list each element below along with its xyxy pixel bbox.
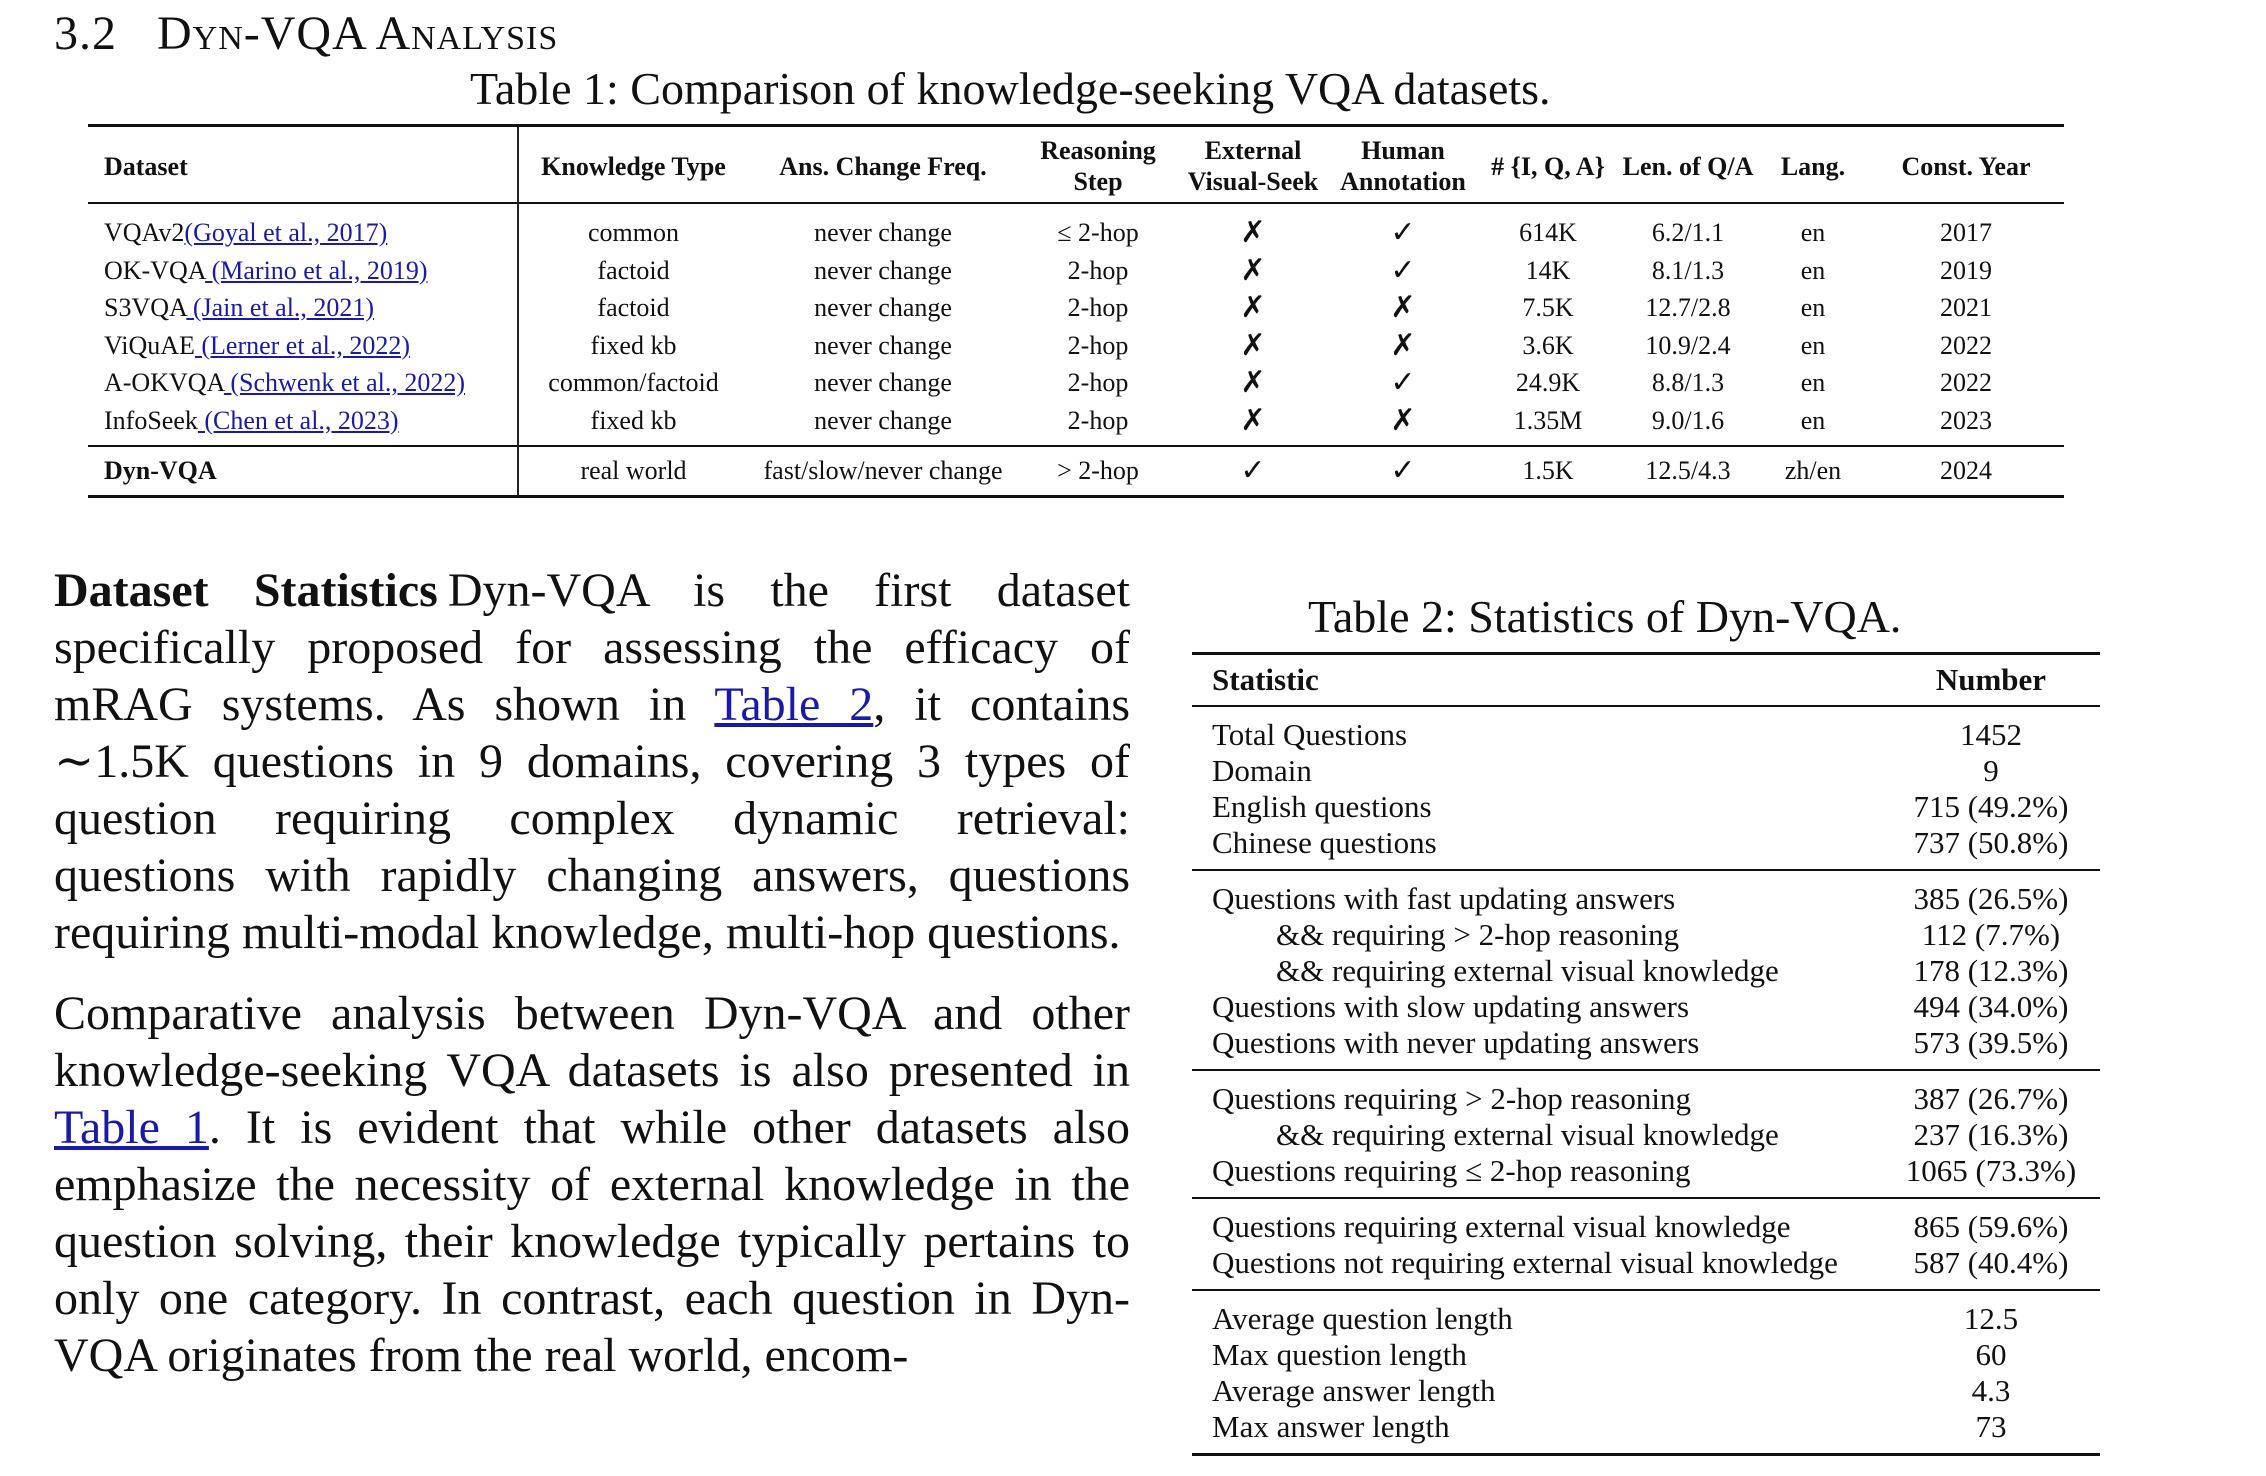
t1-cell-visual: ✗ xyxy=(1240,290,1266,325)
table2-group xyxy=(1192,1070,2100,1198)
t1-cell-visual: ✓ xyxy=(1240,453,1266,488)
t1-cell-human: ✗ xyxy=(1390,402,1416,438)
table1-row xyxy=(88,252,2064,290)
t1-cell-visual: ✗ xyxy=(1240,365,1266,400)
t2-cell-number: 494 (34.0%) xyxy=(1913,989,2069,1024)
t2-cell-statistic: Average answer length xyxy=(1212,1373,1496,1408)
t2-cell-statistic: Questions with never updating answers xyxy=(1212,1025,1700,1060)
t1-cell-len: 8.8/1.3 xyxy=(1651,368,1725,397)
t1-cell-dataset xyxy=(88,402,518,447)
table2-group xyxy=(1192,870,2100,1070)
t1-cell-knowledge: real world xyxy=(580,456,687,485)
t1-cell-lang: en xyxy=(1800,293,1826,322)
table2-row xyxy=(1192,1245,2100,1290)
t2-cell-statistic: Chinese questions xyxy=(1212,825,1437,860)
paragraph-text: Comparative analysis between Dyn-VQA and other knowledge-seeking VQA datasets is also presented in xyxy=(54,987,1130,1097)
t2-cell-number: 1452 xyxy=(1959,717,2022,752)
table2-row xyxy=(1192,825,2100,870)
table2-group xyxy=(1192,1290,2100,1455)
t1-cell-lang: en xyxy=(1800,368,1826,397)
t2-cell-number: 4.3 xyxy=(1971,1373,2011,1408)
table2-row xyxy=(1192,753,2100,789)
t1-cell-freq: fast/slow/never change xyxy=(763,456,1003,485)
body-text xyxy=(54,562,1130,1384)
dataset-name: InfoSeek xyxy=(104,405,198,435)
t1-cell-human: ✗ xyxy=(1390,290,1416,325)
t1-cell-freq: never change xyxy=(814,330,952,360)
table2 xyxy=(1192,652,2100,1456)
t2-cell-statistic: Questions requiring > 2-hop reasoning xyxy=(1212,1081,1691,1116)
t2-cell-statistic: English questions xyxy=(1212,789,1432,824)
t1-col-len: Len. of Q/A xyxy=(1622,151,1754,181)
t1-cell-knowledge: fixed kb xyxy=(590,330,677,360)
t1-cell-len: 9.0/1.6 xyxy=(1651,405,1725,435)
t1-cell-count: 3.6K xyxy=(1522,330,1574,360)
t2-cell-number: 387 (26.7%) xyxy=(1913,1081,2069,1116)
t1-cell-len: 12.5/4.3 xyxy=(1645,456,1731,485)
t1-col-freq: Ans. Change Freq. xyxy=(779,151,987,181)
table2-header-row xyxy=(1192,654,2100,707)
t1-cell-dataset xyxy=(88,252,518,290)
table1-row xyxy=(88,364,2064,402)
table2-row xyxy=(1192,1409,2100,1455)
t1-cell-year: 2021 xyxy=(1940,293,1992,322)
t2-cell-number: 237 (16.3%) xyxy=(1913,1117,2069,1152)
dataset-name: VQAv2 xyxy=(104,218,185,247)
t1-cell-human: ✗ xyxy=(1390,327,1416,363)
t1-cell-freq: never change xyxy=(814,293,952,322)
t2-cell-statistic: && requiring external visual knowledge xyxy=(1276,953,1779,988)
paragraph-dataset-statistics xyxy=(54,562,1130,961)
t2-cell-number: 587 (40.4%) xyxy=(1913,1245,2069,1280)
t2-cell-number: 178 (12.3%) xyxy=(1913,953,2069,988)
table2-row xyxy=(1192,1337,2100,1373)
t1-col-lang: Lang. xyxy=(1780,151,1846,181)
t2-cell-statistic: Questions requiring external visual knowledge xyxy=(1212,1209,1791,1244)
t2-cell-number: 865 (59.6%) xyxy=(1913,1209,2069,1244)
table2-row xyxy=(1192,1025,2100,1070)
t1-cell-steps: ≤ 2-hop xyxy=(1057,218,1139,247)
table1-header-row xyxy=(88,126,2064,204)
t2-cell-number: 715 (49.2%) xyxy=(1913,789,2069,824)
table1 xyxy=(88,124,2064,498)
table1-row xyxy=(88,289,2064,327)
citation-link[interactable]: (Jain et al., 2021) xyxy=(186,293,375,322)
t1-cell-len: 8.1/1.3 xyxy=(1651,255,1725,285)
t1-cell-freq: never change xyxy=(814,405,952,435)
table2-row xyxy=(1192,1198,2100,1245)
t1-cell-year: 2019 xyxy=(1940,255,1992,285)
dataset-name: A-OKVQA xyxy=(104,368,224,397)
t1-cell-year: 2023 xyxy=(1940,405,1992,435)
t1-cell-freq: never change xyxy=(814,368,952,397)
table2-row xyxy=(1192,1153,2100,1198)
citation-link[interactable]: (Lerner et al., 2022) xyxy=(194,330,410,360)
paragraph-text: Dyn-VQA is the first dataset specifically proposed for assessing the efficacy of mRAG systems. As shown in xyxy=(54,564,1131,731)
t2-cell-statistic: Max question length xyxy=(1212,1337,1467,1372)
t1-cell-freq: never change xyxy=(814,255,952,285)
t1-cell-len: 10.9/2.4 xyxy=(1645,330,1731,360)
section-title: Dyn-VQA Analysis xyxy=(157,7,559,60)
t1-cell-lang: en xyxy=(1800,255,1826,285)
table2-row xyxy=(1192,917,2100,953)
t1-cell-steps: > 2-hop xyxy=(1057,456,1139,485)
t1-col-steps: Reasoning Step xyxy=(1040,136,1156,196)
t1-cell-human: ✓ xyxy=(1390,215,1416,250)
citation-link[interactable]: (Marino et al., 2019) xyxy=(205,255,428,285)
t1-col-visual: External Visual-Seek xyxy=(1187,136,1319,196)
t1-cell-visual: ✗ xyxy=(1240,252,1266,288)
table2-row xyxy=(1192,1117,2100,1153)
t2-cell-number: 12.5 xyxy=(1963,1301,2019,1336)
t1-cell-count: 614K xyxy=(1519,218,1577,247)
paragraph-text: , it contains ∼1.5K questions in 9 domains, covering 3 types of question requiring complex dynamic retrieval: questions with rapidly changing answers, questions requiring multi-modal knowledge, multi-hop questions. xyxy=(54,678,1131,959)
table2-row xyxy=(1192,870,2100,917)
table1-link[interactable]: Table 1 xyxy=(54,1101,209,1154)
t2-cell-statistic: Questions with fast updating answers xyxy=(1212,881,1676,916)
t1-cell-visual: ✗ xyxy=(1240,327,1266,363)
t1-cell-lang: en xyxy=(1800,405,1826,435)
t2-cell-number: 73 xyxy=(1975,1409,2007,1444)
t2-cell-number: 60 xyxy=(1975,1337,2007,1372)
t1-col-count: # {I, Q, A} xyxy=(1491,151,1605,181)
t1-cell-dataset xyxy=(88,327,518,365)
t2-cell-statistic: Domain xyxy=(1212,753,1312,788)
t2-col-statistic: Statistic xyxy=(1212,662,1319,697)
t1-cell-lang: zh/en xyxy=(1784,456,1842,485)
t1-cell-knowledge: common xyxy=(588,218,679,247)
dataset-name: ViQuAE xyxy=(104,330,195,360)
t1-cell-count: 14K xyxy=(1525,255,1571,285)
t2-cell-statistic: Questions not requiring external visual knowledge xyxy=(1212,1245,1838,1280)
t1-cell-year: 2024 xyxy=(1940,456,1992,485)
citation-link[interactable]: (Schwenk et al., 2022) xyxy=(223,368,466,397)
citation-link[interactable]: (Chen et al., 2023) xyxy=(197,405,399,435)
t1-cell-len: 6.2/1.1 xyxy=(1651,218,1725,247)
t1-cell-human: ✓ xyxy=(1390,365,1416,400)
t1-cell-knowledge: fixed kb xyxy=(590,405,677,435)
t1-cell-year: 2022 xyxy=(1940,330,1992,360)
t1-cell-steps: 2-hop xyxy=(1067,255,1129,285)
paragraph-lead: Dataset Statistics xyxy=(54,564,438,617)
t1-cell-count: 1.35M xyxy=(1513,405,1583,435)
t1-cell-human: ✓ xyxy=(1390,252,1416,288)
t2-cell-number: 385 (26.5%) xyxy=(1913,881,2069,916)
t2-col-number: Number xyxy=(1935,662,2047,697)
table1-row xyxy=(88,327,2064,365)
t2-cell-number: 9 xyxy=(1983,753,1999,788)
t2-cell-number: 1065 (73.3%) xyxy=(1905,1153,2077,1188)
t1-cell-count: 1.5K xyxy=(1522,456,1574,485)
t1-cell-dataset xyxy=(88,203,518,252)
t2-cell-number: 737 (50.8%) xyxy=(1913,825,2069,860)
table2-row xyxy=(1192,953,2100,989)
table2-link[interactable]: Table 2 xyxy=(714,678,874,731)
t2-cell-statistic: Questions requiring ≤ 2-hop reasoning xyxy=(1212,1153,1691,1188)
dataset-name: OK-VQA xyxy=(104,255,206,285)
t2-cell-statistic: && requiring > 2-hop reasoning xyxy=(1276,917,1680,952)
t1-col-year: Const. Year xyxy=(1901,151,2031,181)
t1-col-dataset: Dataset xyxy=(88,126,518,204)
t1-cell-count: 7.5K xyxy=(1522,293,1574,322)
t1-cell-human: ✓ xyxy=(1390,453,1416,488)
t1-cell-year: 2017 xyxy=(1940,218,1992,247)
t2-cell-statistic: Total Questions xyxy=(1212,717,1408,752)
t1-cell-dataset: Dyn-VQA xyxy=(88,446,518,497)
table2-row xyxy=(1192,1070,2100,1117)
t1-cell-dataset xyxy=(88,289,518,327)
t1-cell-len: 12.7/2.8 xyxy=(1645,293,1731,322)
table2-group xyxy=(1192,1198,2100,1290)
section-number: 3.2 xyxy=(54,7,117,60)
table2-row xyxy=(1192,1373,2100,1409)
t1-cell-steps: 2-hop xyxy=(1067,293,1129,322)
citation-link[interactable]: (Goyal et al., 2017) xyxy=(184,218,388,247)
t1-cell-steps: 2-hop xyxy=(1067,330,1129,360)
t1-col-human: Human Annotation xyxy=(1340,136,1466,196)
t1-col-knowledge: Knowledge Type xyxy=(541,151,726,181)
t1-cell-dataset xyxy=(88,364,518,402)
t2-cell-number: 112 (7.7%) xyxy=(1921,917,2061,952)
t2-cell-statistic: Questions with slow updating answers xyxy=(1212,989,1690,1024)
t1-cell-steps: 2-hop xyxy=(1067,368,1129,397)
t1-cell-freq: never change xyxy=(814,218,952,247)
t1-cell-lang: en xyxy=(1800,330,1826,360)
paragraph-comparative-analysis xyxy=(54,985,1130,1384)
t2-cell-statistic: Average question length xyxy=(1212,1301,1513,1336)
table2-group xyxy=(1192,706,2100,870)
paragraph-text: . It is evident that while other datasets also emphasize the necessity of external knowledge in the question solving, their knowledge typically pertains to only one category. In contrast, each question in Dyn-VQA originates from the real world, encom- xyxy=(54,1101,1131,1382)
t1-cell-knowledge: factoid xyxy=(597,255,670,285)
table2-caption: Table 2: Statistics of Dyn-VQA. xyxy=(1308,591,1902,642)
t1-cell-visual: ✗ xyxy=(1240,402,1266,438)
t1-cell-knowledge: factoid xyxy=(597,293,670,322)
t1-cell-year: 2022 xyxy=(1940,368,1992,397)
table1-row-dyn-vqa xyxy=(88,446,2064,497)
t1-cell-count: 24.9K xyxy=(1515,368,1581,397)
table2-row xyxy=(1192,789,2100,825)
table2-row xyxy=(1192,706,2100,753)
table1-row xyxy=(88,402,2064,447)
table2-row xyxy=(1192,989,2100,1025)
table1-row xyxy=(88,203,2064,252)
t1-cell-visual: ✗ xyxy=(1240,215,1266,250)
t1-cell-knowledge: common/factoid xyxy=(548,368,719,397)
t2-cell-number: 573 (39.5%) xyxy=(1913,1025,2069,1060)
t2-cell-statistic: && requiring external visual knowledge xyxy=(1276,1117,1779,1152)
table1-caption: Table 1: Comparison of knowledge-seeking VQA datasets. xyxy=(470,63,1551,114)
t2-cell-statistic: Max answer length xyxy=(1212,1409,1450,1444)
dataset-name: S3VQA xyxy=(104,293,187,322)
section-heading xyxy=(54,6,558,61)
t1-cell-steps: 2-hop xyxy=(1067,405,1129,435)
t1-cell-lang: en xyxy=(1800,218,1826,247)
table2-row xyxy=(1192,1290,2100,1337)
